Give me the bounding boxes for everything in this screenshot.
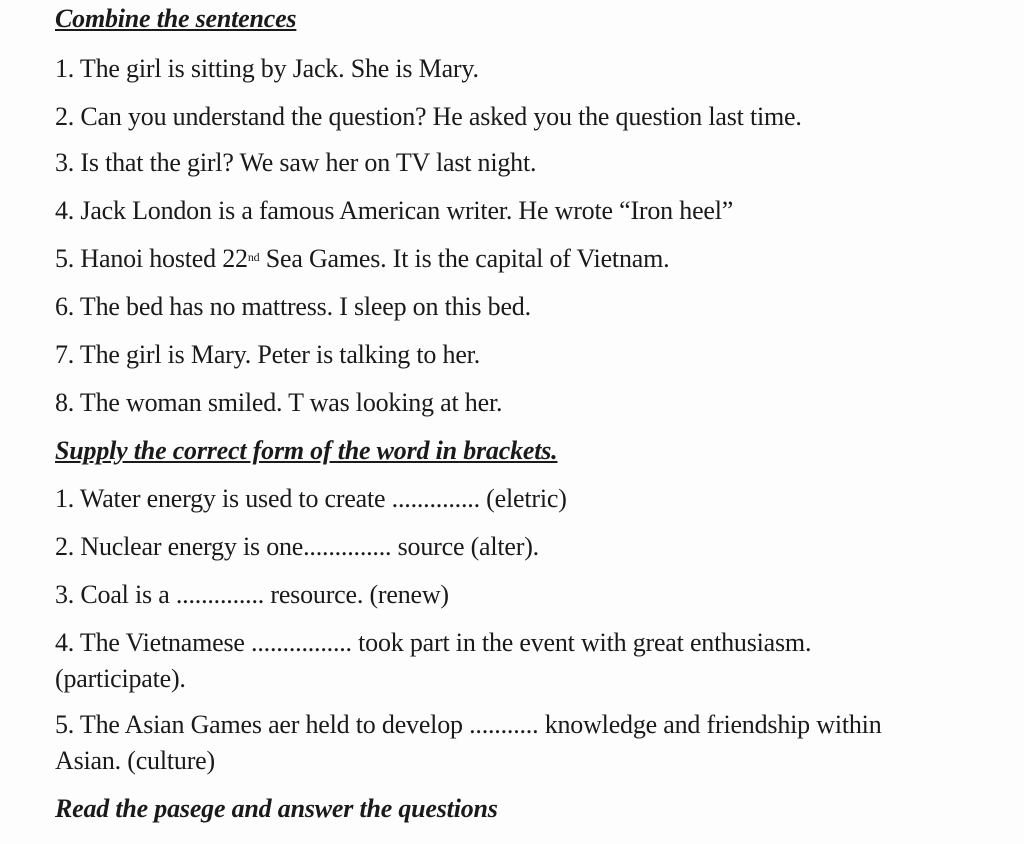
section2-item-1: 1. Water energy is used to create .............. (eletric) xyxy=(55,484,567,513)
section1-item-3: 3. Is that the girl? We saw her on TV last night. xyxy=(55,148,537,177)
section1-item-5-start: 5. Hanoi hosted 22 xyxy=(55,244,248,273)
section2-item-3: 3. Coal is a .............. resource. (renew) xyxy=(55,580,449,609)
section2-item-5-continued: Asian. (culture) xyxy=(55,746,215,775)
section1-item-1: 1. The girl is sitting by Jack. She is Mary. xyxy=(55,54,479,83)
section2-item-4: 4. The Vietnamese ................ took part in the event with great enthusiasm. xyxy=(55,628,812,657)
section2-title: Supply the correct form of the word in brackets. xyxy=(55,436,558,465)
section2-item-5: 5. The Asian Games aer held to develop ........... knowledge and friendship within xyxy=(55,710,882,739)
section1-item-4: 4. Jack London is a famous American writer. He wrote “Iron heel” xyxy=(55,196,734,225)
section3-title: Read the pasege and answer the questions xyxy=(55,794,498,823)
section1-item-5-rest: Sea Games. It is the capital of Vietnam. xyxy=(259,244,670,273)
section2-item-2: 2. Nuclear energy is one.............. source (alter). xyxy=(55,532,539,561)
section1-title: Combine the sentences xyxy=(55,4,297,33)
ordinal-suffix: nd xyxy=(247,250,260,264)
section1-item-5 xyxy=(55,244,669,274)
section1-item-6: 6. The bed has no mattress. I sleep on this bed. xyxy=(55,292,531,321)
section1-item-2: 2. Can you understand the question? He asked you the question last time. xyxy=(55,102,802,131)
section1-item-7: 7. The girl is Mary. Peter is talking to her. xyxy=(55,340,480,369)
section2-item-4-continued: (participate). xyxy=(55,664,186,693)
section1-item-8: 8. The woman smiled. T was looking at her. xyxy=(55,388,503,417)
